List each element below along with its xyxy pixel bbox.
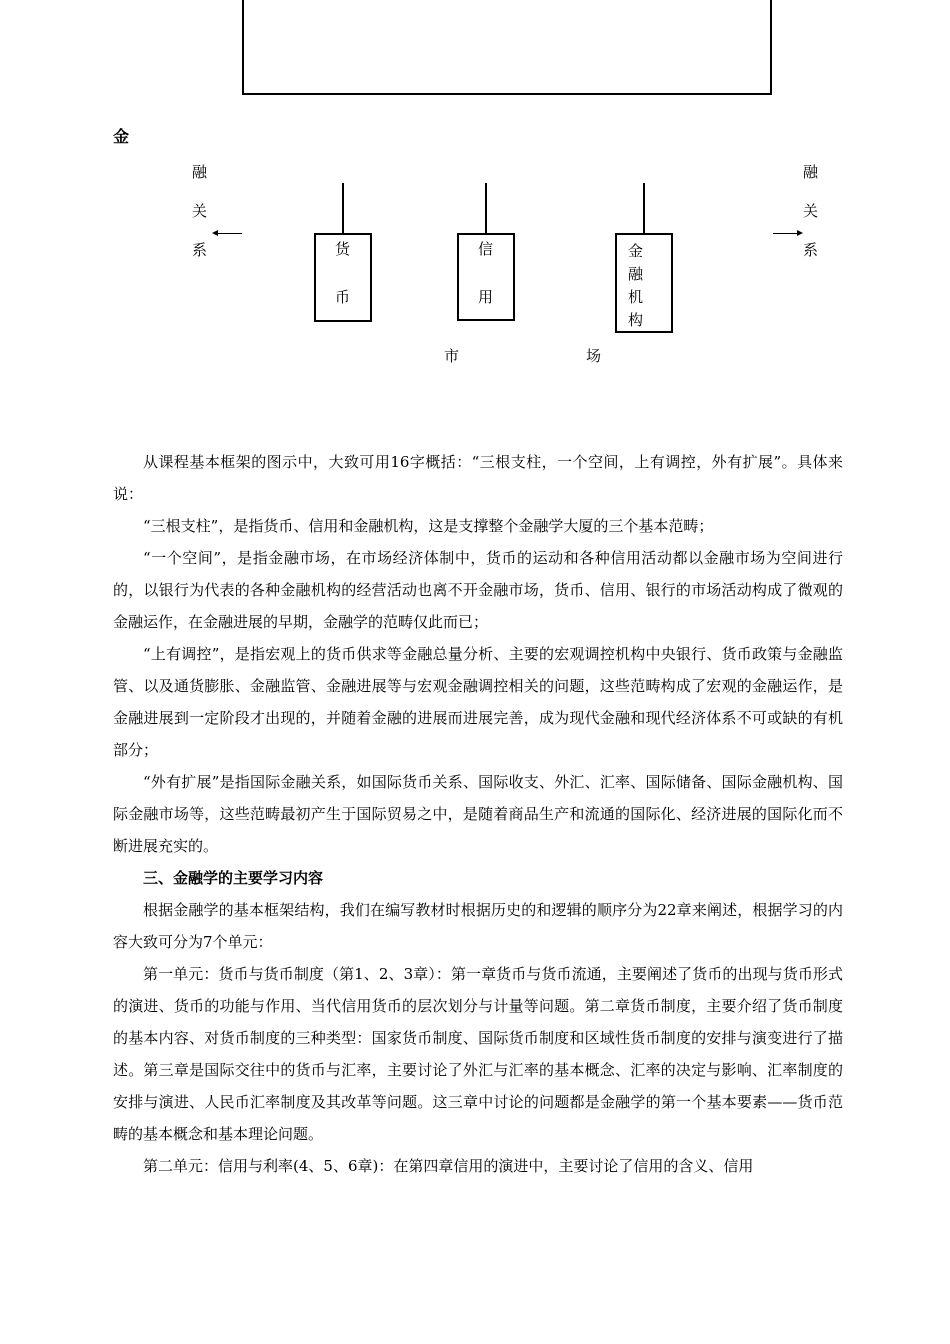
left-relation-char-3: 系 xyxy=(192,241,208,259)
paragraph-one-space: “一个空间”，是指金融市场，在市场经济体制中，货币的运动和各种信用活动都以金融市场为空间进行的，以银行为代表的各种金融机构的经营活动也离不开金融市场，货币、信用、银行的市场活动构成了微观的金融运作，在金融进展的早期，金融学的范畴仅此而已； xyxy=(113,549,843,631)
pillar-institution-box xyxy=(615,233,673,333)
pillar-institution-char-1: 金 xyxy=(628,242,644,260)
right-relation-char-3: 系 xyxy=(803,241,819,259)
body-text-block-1 xyxy=(113,446,843,1182)
paragraph-summary: 从课程基本框架的图示中，大致可用16字概括：“三根支柱，一个空间，上有调控，外有扩展”。具体来说： xyxy=(113,453,843,503)
pillar-1-stem xyxy=(342,183,344,235)
pillar-credit-box xyxy=(457,233,515,321)
market-char-2: 场 xyxy=(586,347,602,365)
left-relation-char-1: 融 xyxy=(192,163,208,181)
left-arrow-line xyxy=(218,233,242,234)
paragraph-three-pillars: “三根支柱”，是指货币、信用和金融机构，这是支撑整个金融学大厦的三个基本范畴； xyxy=(143,517,714,535)
pillar-3-stem xyxy=(643,183,645,235)
right-arrow-head xyxy=(797,230,803,236)
pillar-currency-box xyxy=(314,233,372,322)
pillar-credit-char-2: 用 xyxy=(478,288,494,306)
paragraph-regulation: “上有调控”，是指宏观上的货币供求等金融总量分析、主要的宏观调控机构中央银行、货币政策与金融监管、以及通货膨胀、金融监管、金融进展等与宏观金融调控相关的问题，这些范畴构成了宏观的金融运作，是金融进展到一定阶段才出现的，并随着金融的进展而进展完善，成为现代金融和现代经济体系不可或缺的有机部分； xyxy=(113,645,843,759)
diagram-top-label: 金 xyxy=(113,127,130,146)
market-char-1: 市 xyxy=(444,347,460,365)
left-relation-char-2: 关 xyxy=(192,202,208,220)
pillar-credit-char-1: 信 xyxy=(478,240,494,258)
pillar-2-stem xyxy=(485,183,487,235)
paragraph-unit-one: 第一单元：货币与货币制度（第1、2、3章）：第一章货币与货币流通，主要阐述了货币的出现与货币形式的演进、货币的功能与作用、当代信用货币的层次划分与计量等问题。第二章货币制度，主要介绍了货币制度的基本内容、对货币制度的三种类型：国家货币制度、国际货币制度和区域性货币制度的安排与演变进行了描述。第三章是国际交往中的货币与汇率，主要讨论了外汇与汇率的基本概念、汇率的决定与影响、汇率制度的安排与演进、人民币汇率制度及其改革等问题。这三章中讨论的问题都是金融学的第一个基本要素——货币范畴的基本概念和基本理论问题。 xyxy=(113,965,843,1143)
top-diagram-box xyxy=(242,0,772,95)
section-heading: 三、金融学的主要学习内容 xyxy=(143,869,324,887)
paragraph-framework: 根据金融学的基本框架结构，我们在编写教材时根据历史的和逻辑的顺序分为22章来阐述，根据学习的内容大致可分为7个单元： xyxy=(113,901,843,951)
paragraph-unit-two: 第二单元：信用与利率(4、5、6章)：在第四章信用的演进中，主要讨论了信用的含义、信用 xyxy=(143,1157,754,1175)
pillar-currency-char-2: 币 xyxy=(335,288,351,306)
pillar-currency-char-1: 货 xyxy=(335,240,351,258)
right-arrow-line xyxy=(773,233,797,234)
pillar-institution-char-3: 机 xyxy=(628,288,644,306)
paragraph-extension: “外有扩展”是指国际金融关系，如国际货币关系、国际收支、外汇、汇率、国际储备、国际金融机构、国际金融市场等，这些范畴最初产生于国际贸易之中，是随着商品生产和流通的国际化、经济进展的国际化而不断进展充实的。 xyxy=(113,773,843,855)
pillar-institution-char-4: 构 xyxy=(628,311,644,329)
pillar-institution-char-2: 融 xyxy=(628,265,644,283)
right-relation-char-2: 关 xyxy=(803,202,819,220)
right-relation-char-1: 融 xyxy=(803,163,819,181)
